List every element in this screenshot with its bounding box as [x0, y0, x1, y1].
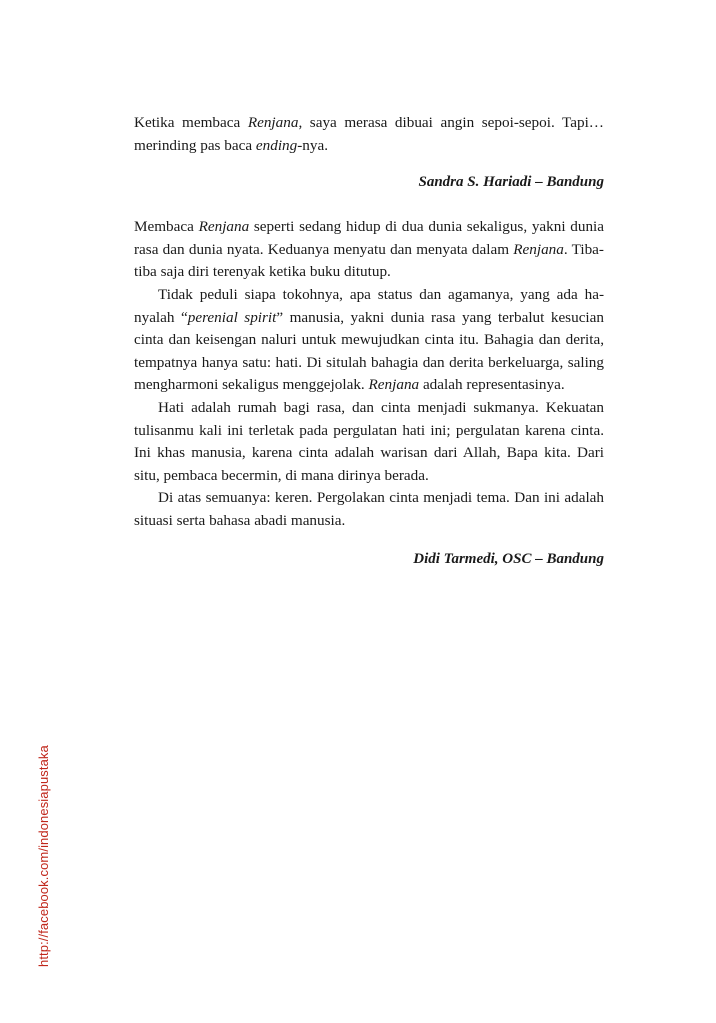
page-content: [134, 112, 604, 570]
review-sandra-text: Ketika membaca Renjana, saya merasa dibuai angin sepoi-sepoi. Tapi… merinding pas baca ending-nya.: [134, 114, 604, 154]
watermark-url: http://facebook.com/indonesiapustaka: [36, 745, 51, 967]
book-title: Renjana: [198, 218, 250, 236]
review-didi-paragraph-2: Tidak peduli siapa tokohnya, apa status dan agamanya, yang ada hanyalah “perenial spirit” manusia, yakni dunia rasa yang terbalut kesucian cinta dan keisengan naluri untuk mewujudkan cinta itu. Bahagia dan derita, tempatnya hanya satu: hati. Di situlah bahagia dan derita berkeluarga, saling mengharmoni sekaligus menggejolak. Renjana adalah representasinya.: [134, 285, 604, 394]
book-title: Renjana: [368, 376, 420, 394]
review-attribution-didi: Didi Tarmedi, OSC – Bandung: [413, 550, 604, 567]
review-attribution-sandra: Sandra S. Hariadi – Bandung: [418, 174, 604, 191]
book-title: Renjana: [247, 114, 299, 131]
emphasis-perenial-spirit: perenial spirit: [187, 308, 277, 326]
book-title: Renjana: [513, 240, 564, 258]
emphasis-ending: ending: [255, 136, 298, 154]
review-didi-paragraph-3: Hati adalah rumah bagi rasa, dan cinta menjadi sukmanya. Kekuatan tulisanmu kali ini terletak pada pergulatan hati ini; pergulatan karena cinta. Ini khas manusia, karena cinta adalah warisan dari Allah, Bapa kita. Dari situ, pembaca becermin, di mana dirinya berada.: [134, 398, 604, 484]
review-didi-paragraph-1: Membaca Renjana seperti sedang hidup di dua dunia sekaligus, yakni dunia rasa dan dunia nyata. Keduanya menyatu dan menyata dalam Renjana. Tiba-tiba saja diri terenyak ketika buku ditutup.: [134, 218, 604, 281]
review-didi-paragraph-4: Di atas semuanya: keren. Pergolakan cinta menjadi tema. Dan ini adalah situasi serta bahasa abadi manusia.: [134, 489, 604, 529]
